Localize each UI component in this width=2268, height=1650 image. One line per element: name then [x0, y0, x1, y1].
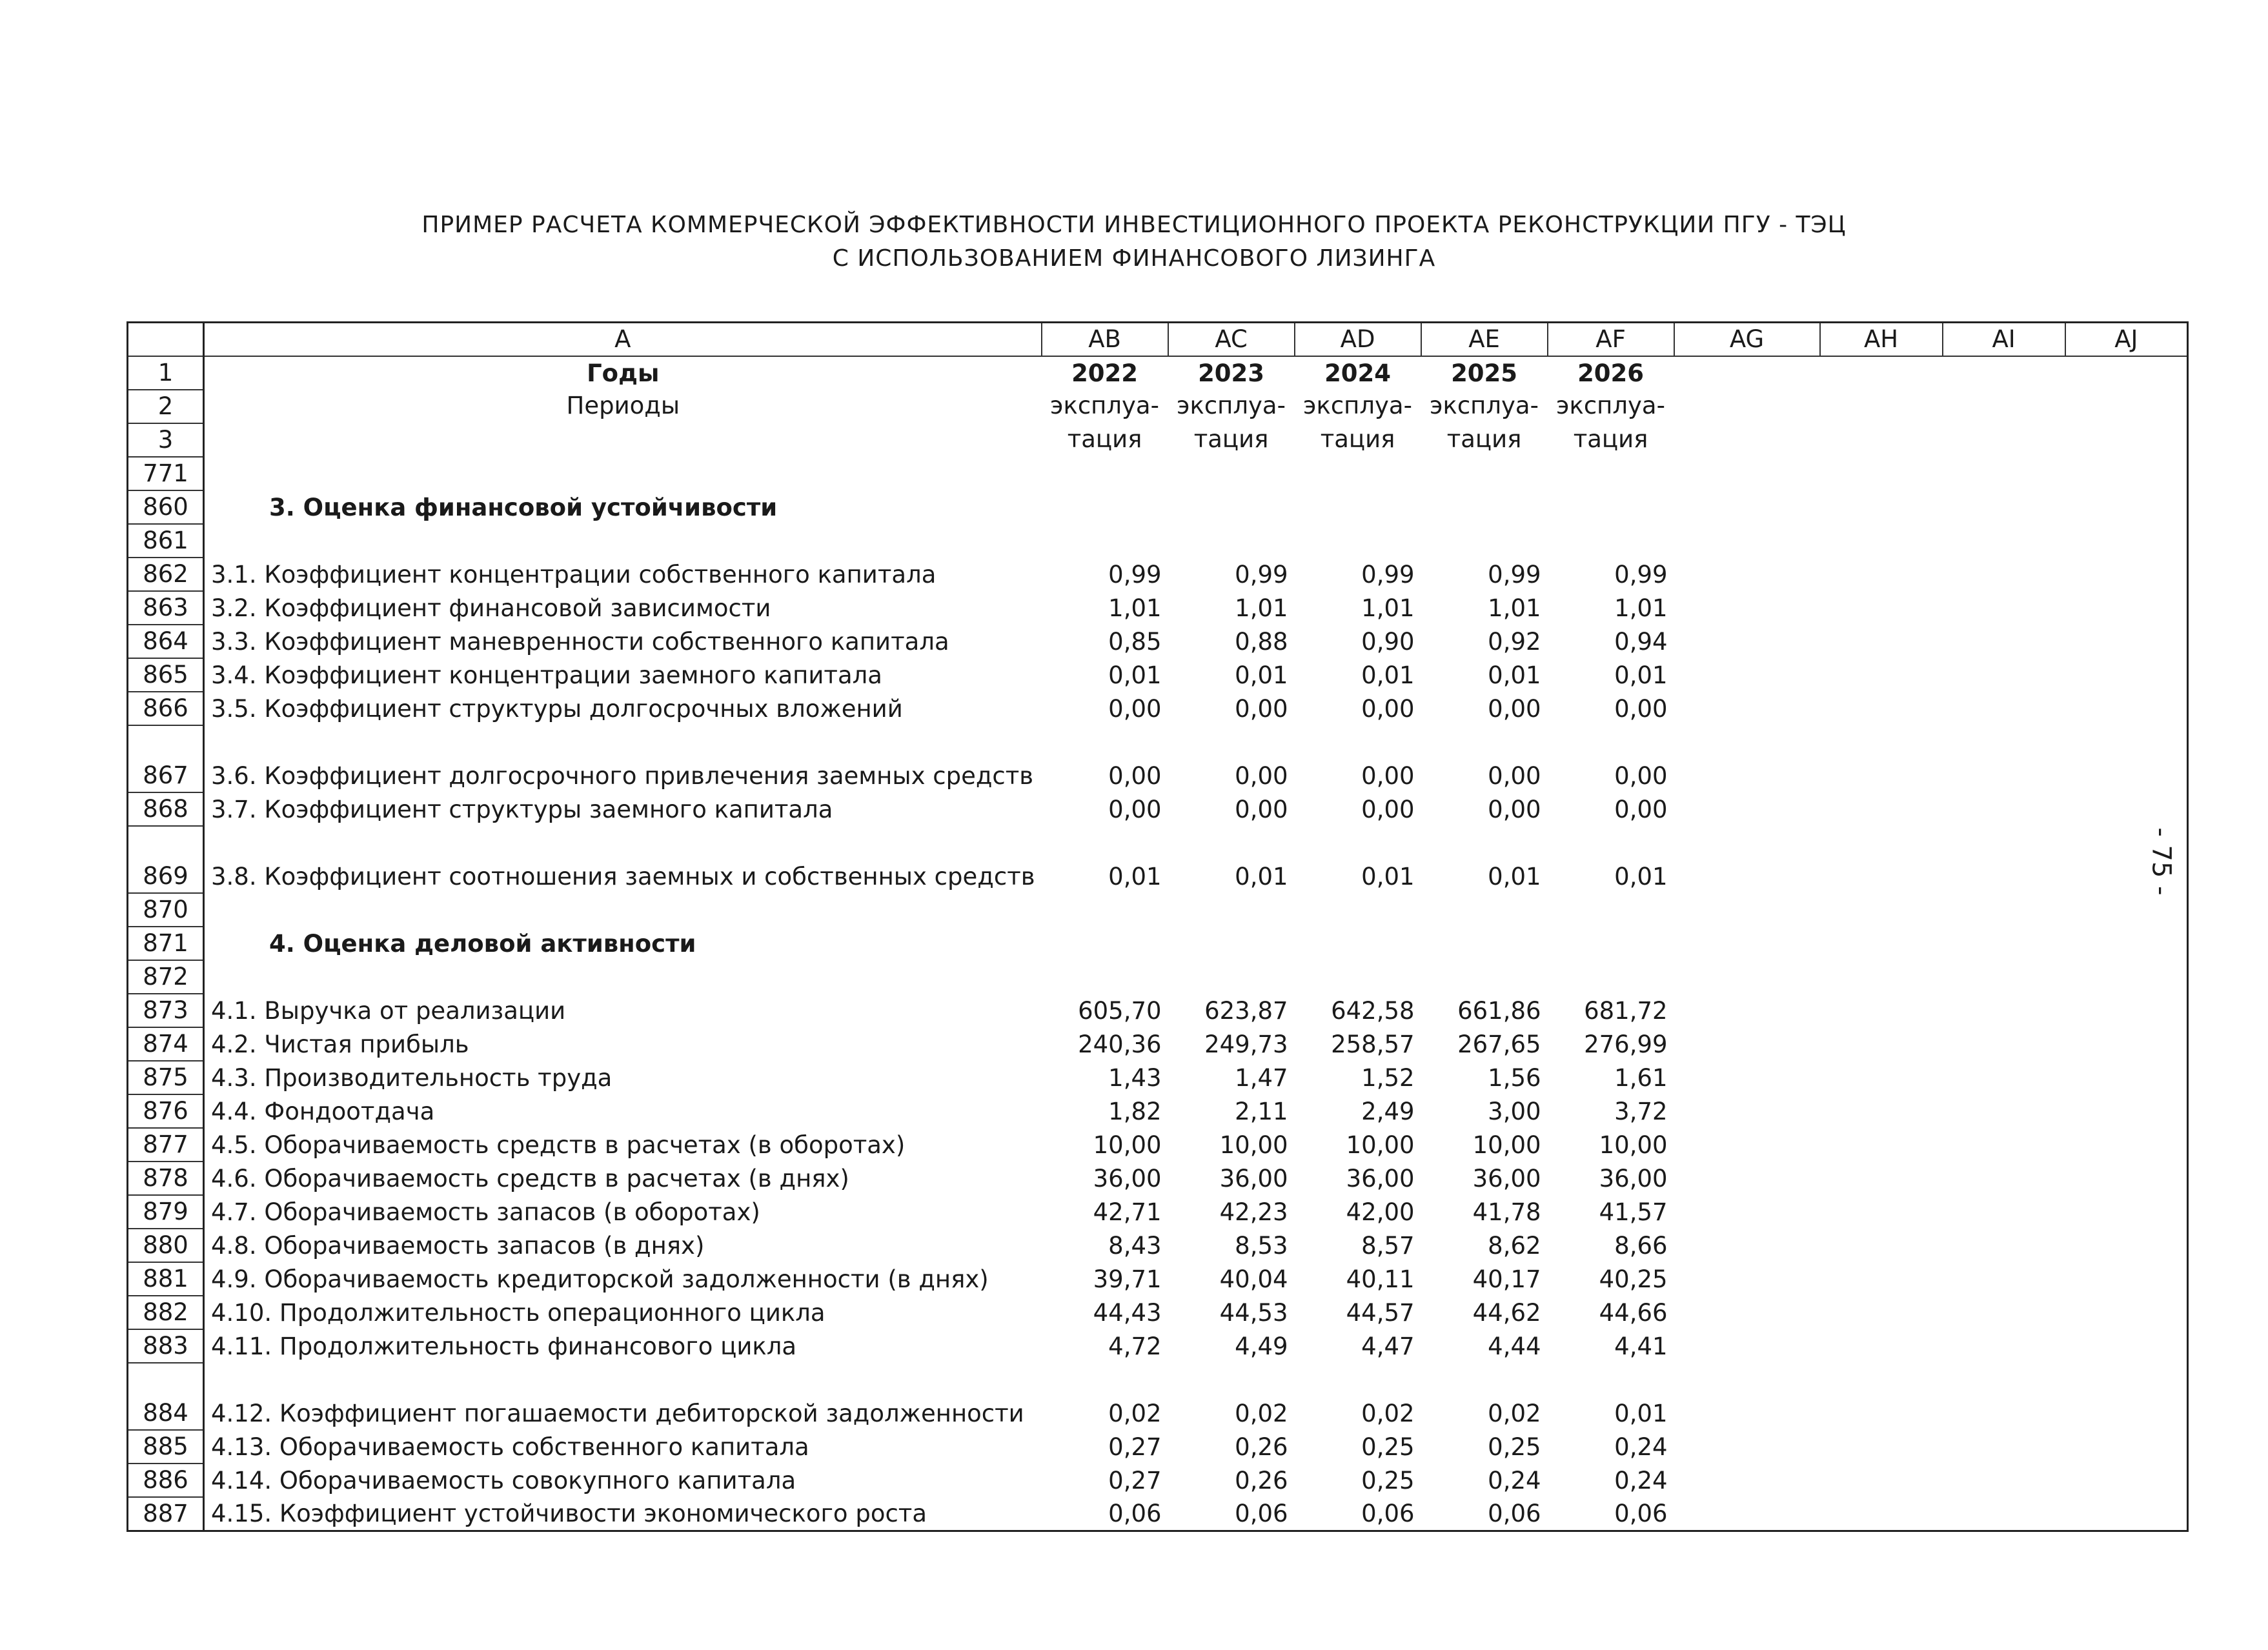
- row-number: 885: [128, 1430, 204, 1464]
- periods-row-2: [128, 423, 2188, 457]
- value-cell: 605,70: [1078, 997, 1162, 1025]
- value-cell: 0,01: [1488, 863, 1541, 890]
- row-number: 882: [128, 1296, 204, 1329]
- row-label: 4.15. Коэффициент устойчивости экономического роста: [211, 1500, 927, 1527]
- row-label: 3.2. Коэффициент финансовой зависимости: [211, 594, 771, 622]
- value-cell: 40,25: [1599, 1265, 1668, 1293]
- value-cell: 1,01: [1235, 594, 1288, 622]
- year-cell: 2025: [1451, 359, 1518, 387]
- value-cell: 0,00: [1614, 695, 1668, 723]
- value-cell: 0,99: [1108, 561, 1162, 589]
- value-cell: 0,01: [1614, 1400, 1668, 1427]
- value-cell: [1421, 960, 1548, 994]
- row-label: 4.8. Оборачиваемость запасов (в днях): [211, 1232, 705, 1260]
- value-cell: 41,78: [1472, 1198, 1541, 1226]
- period-cell: эксплуа-: [1556, 392, 1665, 419]
- row-number: 866: [128, 692, 204, 725]
- value-cell: 0,00: [1488, 762, 1541, 790]
- row-number: 873: [128, 994, 204, 1027]
- column-header: AE: [1421, 323, 1548, 357]
- period-cell: эксплуа-: [1177, 392, 1286, 419]
- period-cell: тация: [1446, 425, 1522, 453]
- value-cell: 267,65: [1457, 1031, 1541, 1058]
- value-cell: 0,90: [1361, 628, 1415, 656]
- value-cell: 0,27: [1108, 1433, 1162, 1461]
- period-cell: эксплуа-: [1303, 392, 1412, 419]
- period-cell: тация: [1193, 425, 1269, 453]
- column-header: AG: [1674, 323, 1820, 357]
- row-label: 4.14. Оборачиваемость совокупного капитала: [211, 1467, 796, 1494]
- value-cell: 0,00: [1361, 796, 1415, 823]
- value-cell: 249,73: [1204, 1031, 1288, 1058]
- value-cell: 681,72: [1584, 997, 1668, 1025]
- value-cell: 0,24: [1614, 1433, 1668, 1461]
- row-label: 4.3. Производительность труда: [211, 1064, 613, 1092]
- table-row: [128, 625, 2188, 658]
- value-cell: 0,01: [1235, 661, 1288, 689]
- value-cell: 4,72: [1108, 1333, 1162, 1360]
- row-label: 4.4. Фондоотдача: [211, 1098, 435, 1125]
- value-cell: [1421, 490, 1548, 524]
- value-cell: 36,00: [1219, 1165, 1288, 1192]
- spreadsheet-table: [127, 321, 2189, 1532]
- column-header: AC: [1168, 323, 1295, 357]
- table-row: [128, 1128, 2188, 1162]
- value-cell: [1168, 490, 1295, 524]
- document-title-line2: С ИСПОЛЬЗОВАНИЕМ ФИНАНСОВОГО ЛИЗИНГА: [832, 245, 1436, 272]
- value-cell: 0,01: [1108, 863, 1162, 890]
- value-cell: 661,86: [1457, 997, 1541, 1025]
- row-number: 883: [128, 1329, 204, 1363]
- row-label: 4.5. Оборачиваемость средств в расчетах (в оборотах): [211, 1131, 906, 1159]
- value-cell: 0,06: [1488, 1500, 1541, 1527]
- value-cell: 1,01: [1614, 594, 1668, 622]
- value-cell: 0,06: [1361, 1500, 1415, 1527]
- value-cell: [1168, 960, 1295, 994]
- value-cell: [1548, 927, 1674, 960]
- period-cell: эксплуа-: [1430, 392, 1539, 419]
- row-label: 3.3. Коэффициент маневренности собственного капитала: [211, 628, 949, 656]
- value-cell: 0,01: [1361, 661, 1415, 689]
- year-cell: 2023: [1198, 359, 1265, 387]
- value-cell: 36,00: [1346, 1165, 1415, 1192]
- row-label: 4.2. Чистая прибыль: [211, 1031, 469, 1058]
- row-number: 874: [128, 1027, 204, 1061]
- value-cell: 0,00: [1488, 695, 1541, 723]
- value-cell: 10,00: [1599, 1131, 1668, 1159]
- value-cell: 0,01: [1614, 661, 1668, 689]
- corner-cell: [128, 323, 204, 357]
- value-cell: 8,43: [1108, 1232, 1162, 1260]
- table-row: [128, 1363, 2188, 1430]
- value-cell: 44,43: [1093, 1299, 1162, 1327]
- row-number: 880: [128, 1229, 204, 1262]
- table-row: [128, 994, 2188, 1027]
- row-label: 4.11. Продолжительность финансового цикла: [211, 1333, 797, 1360]
- value-cell: [1421, 457, 1548, 490]
- value-cell: 4,41: [1614, 1333, 1668, 1360]
- value-cell: 10,00: [1093, 1131, 1162, 1159]
- document-title-line1: ПРИМЕР РАСЧЕТА КОММЕРЧЕСКОЙ ЭФФЕКТИВНОСТИ ИНВЕСТИЦИОННОГО ПРОЕКТА РЕКОНСТРУКЦИИ ПГУ - ТЭЦ: [421, 212, 1847, 238]
- years-row: [128, 356, 2188, 390]
- value-cell: 2,11: [1235, 1098, 1288, 1125]
- value-cell: 8,53: [1235, 1232, 1288, 1260]
- value-cell: 1,01: [1488, 594, 1541, 622]
- value-cell: 623,87: [1204, 997, 1288, 1025]
- table-row: [128, 490, 2188, 524]
- row-number: 870: [128, 893, 204, 927]
- row-label: [204, 960, 1042, 994]
- value-cell: 0,02: [1361, 1400, 1415, 1427]
- value-cell: 258,57: [1331, 1031, 1415, 1058]
- table-row: [128, 1262, 2188, 1296]
- column-header: AI: [1943, 323, 2065, 357]
- value-cell: [1295, 524, 1421, 558]
- value-cell: [1548, 893, 1674, 927]
- period-cell: эксплуа-: [1050, 392, 1159, 419]
- table-row: [128, 524, 2188, 558]
- column-header: AB: [1042, 323, 1168, 357]
- row-label: [204, 524, 1042, 558]
- year-cell: 2022: [1071, 359, 1139, 387]
- table-row: [128, 792, 2188, 826]
- value-cell: 39,71: [1093, 1265, 1162, 1293]
- table-row: [128, 1497, 2188, 1531]
- value-cell: [1548, 524, 1674, 558]
- column-header: AJ: [2065, 323, 2188, 357]
- value-cell: 0,00: [1614, 796, 1668, 823]
- row-number: 860: [128, 490, 204, 524]
- value-cell: 1,01: [1361, 594, 1415, 622]
- value-cell: 0,27: [1108, 1467, 1162, 1494]
- table-row: [128, 725, 2188, 792]
- row-number: 879: [128, 1195, 204, 1229]
- value-cell: 8,62: [1488, 1232, 1541, 1260]
- row-number: 2: [128, 390, 204, 423]
- table-row: [128, 1229, 2188, 1262]
- table-row: [128, 558, 2188, 591]
- value-cell: [1421, 893, 1548, 927]
- row-number: 861: [128, 524, 204, 558]
- value-cell: 0,24: [1614, 1467, 1668, 1494]
- value-cell: 0,25: [1361, 1467, 1415, 1494]
- table-row: [128, 1162, 2188, 1195]
- value-cell: 42,00: [1346, 1198, 1415, 1226]
- row-label: 4.1. Выручка от реализации: [211, 997, 566, 1025]
- row-number: 877: [128, 1128, 204, 1162]
- value-cell: [1295, 927, 1421, 960]
- value-cell: 10,00: [1346, 1131, 1415, 1159]
- value-cell: 0,00: [1361, 695, 1415, 723]
- value-cell: 642,58: [1331, 997, 1415, 1025]
- value-cell: [1421, 524, 1548, 558]
- table-row: [128, 591, 2188, 625]
- value-cell: 40,11: [1346, 1265, 1415, 1293]
- value-cell: 1,82: [1108, 1098, 1162, 1125]
- value-cell: 0,85: [1108, 628, 1162, 656]
- period-cell: тация: [1067, 425, 1142, 453]
- value-cell: 0,01: [1614, 863, 1668, 890]
- table-row: [128, 658, 2188, 692]
- value-cell: [1042, 524, 1168, 558]
- row-label: 4.12. Коэффициент погашаемости дебиторской задолженности: [211, 1400, 1024, 1427]
- value-cell: [1042, 490, 1168, 524]
- row-number: 872: [128, 960, 204, 994]
- value-cell: 4,49: [1235, 1333, 1288, 1360]
- value-cell: [1548, 490, 1674, 524]
- value-cell: 36,00: [1599, 1165, 1668, 1192]
- row-label: 3.4. Коэффициент концентрации заемного капитала: [211, 661, 882, 689]
- value-cell: 0,00: [1108, 796, 1162, 823]
- period-cell: тация: [1573, 425, 1648, 453]
- row-number: 863: [128, 591, 204, 625]
- table-row: [128, 1094, 2188, 1128]
- value-cell: 0,25: [1488, 1433, 1541, 1461]
- table-row: [128, 826, 2188, 893]
- value-cell: [1295, 457, 1421, 490]
- value-cell: [1548, 457, 1674, 490]
- row-number: 864: [128, 625, 204, 658]
- value-cell: 1,56: [1488, 1064, 1541, 1092]
- row-label: 3.1. Коэффициент концентрации собственного капитала: [211, 561, 937, 589]
- value-cell: [1168, 524, 1295, 558]
- row-number: 881: [128, 1262, 204, 1296]
- value-cell: [1042, 927, 1168, 960]
- value-cell: 0,99: [1235, 561, 1288, 589]
- table-row: [128, 692, 2188, 725]
- row-label: 4.6. Оборачиваемость средств в расчетах (в днях): [211, 1165, 849, 1192]
- row-label: 4.9. Оборачиваемость кредиторской задолженности (в днях): [211, 1265, 989, 1293]
- row-number: 878: [128, 1162, 204, 1195]
- value-cell: 0,25: [1361, 1433, 1415, 1461]
- value-cell: [1042, 893, 1168, 927]
- value-cell: 0,00: [1488, 796, 1541, 823]
- table-row: [128, 1296, 2188, 1329]
- value-cell: 0,01: [1108, 661, 1162, 689]
- value-cell: 0,06: [1235, 1500, 1288, 1527]
- value-cell: [1295, 893, 1421, 927]
- value-cell: 0,26: [1235, 1467, 1288, 1494]
- table-row: [128, 960, 2188, 994]
- value-cell: 0,01: [1361, 863, 1415, 890]
- column-header-row: [128, 323, 2188, 357]
- value-cell: 44,57: [1346, 1299, 1415, 1327]
- column-header: AF: [1548, 323, 1674, 357]
- value-cell: 44,53: [1219, 1299, 1288, 1327]
- row-number: 876: [128, 1094, 204, 1128]
- value-cell: 0,99: [1361, 561, 1415, 589]
- row-label: [204, 893, 1042, 927]
- value-cell: [1295, 490, 1421, 524]
- row-label: 4.10. Продолжительность операционного цикла: [211, 1299, 825, 1327]
- value-cell: [1168, 927, 1295, 960]
- value-cell: 42,23: [1219, 1198, 1288, 1226]
- value-cell: 36,00: [1472, 1165, 1541, 1192]
- section-heading: 3. Оценка финансовой устойчивости: [269, 494, 778, 521]
- table-row: [128, 893, 2188, 927]
- value-cell: 2,49: [1361, 1098, 1415, 1125]
- value-cell: 40,17: [1472, 1265, 1541, 1293]
- value-cell: 0,02: [1235, 1400, 1288, 1427]
- row-number: 867: [128, 725, 204, 792]
- value-cell: 0,00: [1108, 695, 1162, 723]
- value-cell: 0,99: [1488, 561, 1541, 589]
- value-cell: 0,01: [1235, 863, 1288, 890]
- value-cell: 1,61: [1614, 1064, 1668, 1092]
- table-row: [128, 1329, 2188, 1363]
- row-label: 3.6. Коэффициент долгосрочного привлечения заемных средств: [211, 762, 1034, 790]
- table-row: [128, 927, 2188, 960]
- section-heading: 4. Оценка деловой активности: [269, 930, 696, 958]
- value-cell: 240,36: [1078, 1031, 1162, 1058]
- value-cell: [1168, 457, 1295, 490]
- value-cell: 0,01: [1488, 661, 1541, 689]
- row-label: 4.13. Оборачиваемость собственного капитала: [211, 1433, 809, 1461]
- row-number: 868: [128, 792, 204, 826]
- value-cell: 0,00: [1108, 762, 1162, 790]
- value-cell: [1042, 960, 1168, 994]
- value-cell: 0,00: [1235, 796, 1288, 823]
- row-label: 3.5. Коэффициент структуры долгосрочных вложений: [211, 695, 903, 723]
- value-cell: 41,57: [1599, 1198, 1668, 1226]
- value-cell: 0,24: [1488, 1467, 1541, 1494]
- value-cell: 0,92: [1488, 628, 1541, 656]
- row-number: 871: [128, 927, 204, 960]
- period-cell: тация: [1320, 425, 1395, 453]
- value-cell: 0,00: [1614, 762, 1668, 790]
- value-cell: 44,66: [1599, 1299, 1668, 1327]
- row-number: 1: [128, 356, 204, 390]
- row-number: 771: [128, 457, 204, 490]
- row-number: 886: [128, 1464, 204, 1497]
- value-cell: 8,57: [1361, 1232, 1415, 1260]
- column-header: AD: [1295, 323, 1421, 357]
- value-cell: 1,52: [1361, 1064, 1415, 1092]
- value-cell: 1,01: [1108, 594, 1162, 622]
- row-label: 3.7. Коэффициент структуры заемного капитала: [211, 796, 833, 823]
- row-label: [204, 457, 1042, 490]
- value-cell: 3,00: [1488, 1098, 1541, 1125]
- value-cell: [1421, 927, 1548, 960]
- row-number: 884: [128, 1363, 204, 1430]
- periods-label: Периоды: [566, 392, 680, 419]
- value-cell: [1168, 893, 1295, 927]
- row-number: 869: [128, 826, 204, 893]
- table-row: [128, 1195, 2188, 1229]
- row-number: 865: [128, 658, 204, 692]
- value-cell: 42,71: [1093, 1198, 1162, 1226]
- value-cell: 0,06: [1614, 1500, 1668, 1527]
- value-cell: 1,43: [1108, 1064, 1162, 1092]
- row-number: 3: [128, 423, 204, 457]
- value-cell: 0,99: [1614, 561, 1668, 589]
- column-header: AH: [1820, 323, 1943, 357]
- value-cell: 0,02: [1108, 1400, 1162, 1427]
- value-cell: 0,94: [1614, 628, 1668, 656]
- value-cell: [1042, 457, 1168, 490]
- table-row: [128, 1430, 2188, 1464]
- row-label: 4.7. Оборачиваемость запасов (в оборотах): [211, 1198, 760, 1226]
- value-cell: 0,00: [1235, 762, 1288, 790]
- value-cell: 4,44: [1488, 1333, 1541, 1360]
- value-cell: [1295, 960, 1421, 994]
- periods-row: [128, 390, 2188, 423]
- value-cell: 0,88: [1235, 628, 1288, 656]
- value-cell: 1,47: [1235, 1064, 1288, 1092]
- value-cell: 40,04: [1219, 1265, 1288, 1293]
- value-cell: 0,02: [1488, 1400, 1541, 1427]
- value-cell: 10,00: [1472, 1131, 1541, 1159]
- year-cell: 2026: [1577, 359, 1645, 387]
- column-header: A: [204, 323, 1042, 357]
- years-label: Годы: [587, 359, 660, 387]
- page-number: - 75 -: [2146, 827, 2176, 896]
- table-row: [128, 1027, 2188, 1061]
- row-label: 3.8. Коэффициент соотношения заемных и собственных средств: [211, 863, 1035, 890]
- row-number: 862: [128, 558, 204, 591]
- table-row: [128, 1464, 2188, 1497]
- value-cell: 0,00: [1361, 762, 1415, 790]
- value-cell: 4,47: [1361, 1333, 1415, 1360]
- value-cell: 8,66: [1614, 1232, 1668, 1260]
- year-cell: 2024: [1324, 359, 1392, 387]
- table-row: [128, 457, 2188, 490]
- value-cell: 3,72: [1614, 1098, 1668, 1125]
- value-cell: 44,62: [1472, 1299, 1541, 1327]
- value-cell: 0,06: [1108, 1500, 1162, 1527]
- row-number: 875: [128, 1061, 204, 1094]
- value-cell: 0,00: [1235, 695, 1288, 723]
- row-number: 887: [128, 1497, 204, 1531]
- value-cell: 276,99: [1584, 1031, 1668, 1058]
- table-row: [128, 1061, 2188, 1094]
- value-cell: 10,00: [1219, 1131, 1288, 1159]
- value-cell: 0,26: [1235, 1433, 1288, 1461]
- value-cell: 36,00: [1093, 1165, 1162, 1192]
- value-cell: [1548, 960, 1674, 994]
